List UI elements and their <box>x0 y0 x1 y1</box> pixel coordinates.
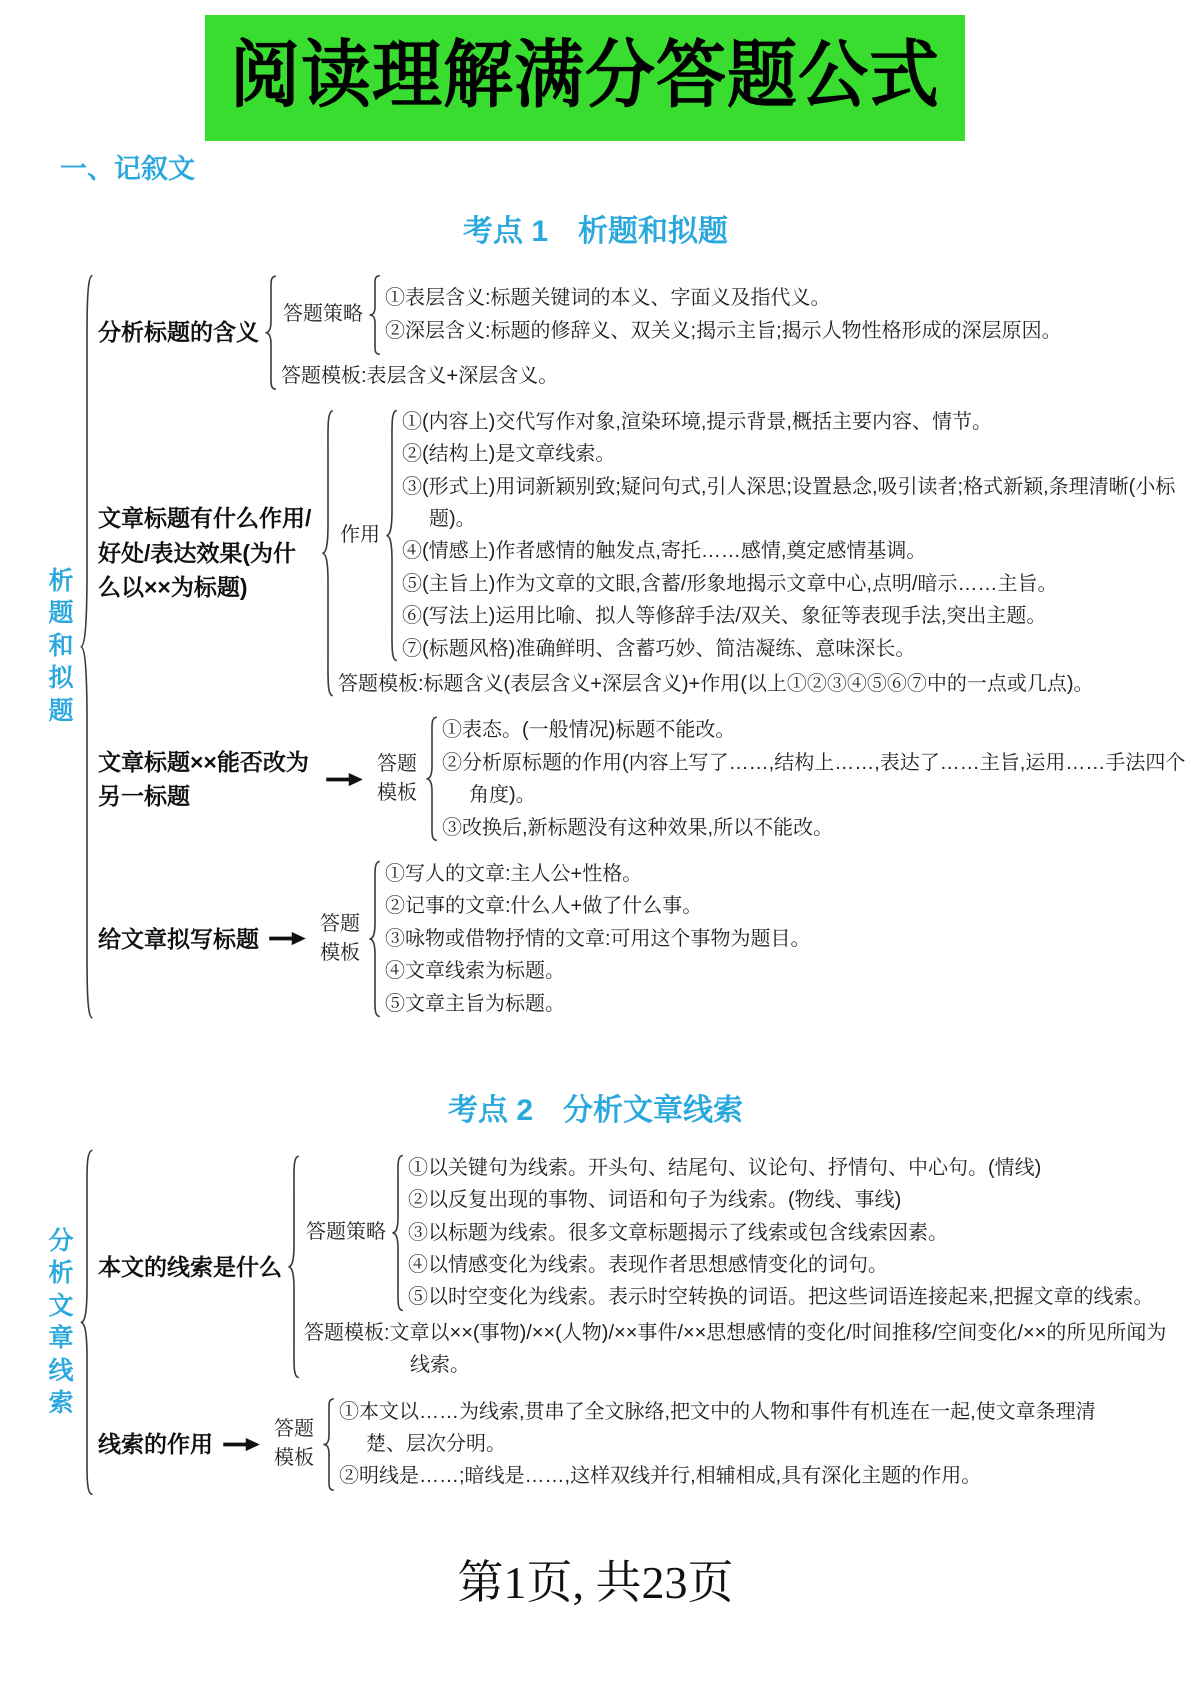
answer-template-label: 答题模板 <box>320 912 360 964</box>
brace-icon <box>367 275 383 355</box>
answer-item: ②明线是……;暗线是……,这样双线并行,相辅相成,具有深化主题的作用。 <box>339 1465 982 1488</box>
strategy-item: ①表层含义:标题关键词的本义、字面义及指代义。 <box>385 287 831 310</box>
page-title: 阅读理解满分答题公式 <box>230 34 940 116</box>
kaodian1-tree <box>46 266 1191 1027</box>
kaodian2-heading: 考点 2 分析文章线索 <box>447 1093 744 1127</box>
kaodian1-heading: 考点 1 析题和拟题 <box>462 214 729 248</box>
branch-title-function <box>98 406 1191 701</box>
brace-icon <box>424 716 440 842</box>
branch-label: 文章标题××能否改为另一标题 <box>98 748 309 810</box>
brace-icon <box>263 275 279 390</box>
role-item: ②(结构上)是文章线索。 <box>402 443 616 466</box>
brace-icon <box>390 1154 406 1312</box>
answer-item: ③改换后,新标题没有这种效果,所以不能改。 <box>442 816 834 839</box>
brace-icon <box>320 408 336 699</box>
role-item: ①(内容上)交代写作对象,渲染环境,提示背景,概括主要内容、情节。 <box>402 410 992 433</box>
strategy-item: ①以关键句为线索。开头句、结尾句、议论句、抒情句、中心句。(情线) <box>408 1156 1042 1179</box>
strategy-item: ⑤以时空变化为线索。表示时空转换的词语。把这些词语连接起来,把握文章的线索。 <box>408 1286 1154 1309</box>
arrow-right-icon <box>326 772 364 787</box>
branch-title-create <box>98 858 1191 1020</box>
branch-label: 分析标题的含义 <box>98 318 259 345</box>
answer-item: ②记事的文章:什么人+做了什么事。 <box>385 895 703 918</box>
page-number: 第1页, 共23页 <box>457 1556 734 1608</box>
answer-template: 答题模板:文章以××(事物)/××(人物)/××事件/××思想感情的变化/时间推移/空间变化/××的所见所闻为线索。 <box>304 1321 1167 1377</box>
kaodian1-side-label: 析题和拟题 <box>48 566 74 725</box>
branch-clue-function <box>98 1396 1174 1493</box>
title-banner <box>205 15 965 141</box>
role-item: ④(情感上)作者感情的触发点,寄托……感情,奠定感情基调。 <box>402 540 927 563</box>
kaodian2-tree <box>46 1145 1191 1500</box>
branch-label: 本文的线索是什么 <box>98 1253 282 1280</box>
strategy-item: ②深层含义:标题的修辞义、双关义;揭示主旨;揭示人物性格形成的深层原因。 <box>385 319 1062 342</box>
strategy-label: 答题策略 <box>306 1221 386 1244</box>
branch-label: 文章标题有什么作用/好处/表达效果(为什么以××为标题) <box>98 505 312 601</box>
section-label-jixuwen: 一、记叙文 <box>60 153 195 184</box>
answer-item: ⑤文章主旨为标题。 <box>385 992 565 1015</box>
answer-item: ①写人的文章:主人公+性格。 <box>385 862 643 885</box>
brace-icon <box>384 408 400 663</box>
role-item: ③(形式上)用词新颖别致;疑问句式,引人深思;设置悬念,吸引读者;格式新颖,条理清晰(小标题)。 <box>402 475 1176 531</box>
role-item: ⑥(写法上)运用比喻、拟人等修辞手法/双关、象征等表现手法,突出主题。 <box>402 605 1047 628</box>
brace-icon <box>321 1398 337 1491</box>
arrow-right-icon <box>269 931 307 946</box>
branch-what-clue <box>98 1152 1174 1382</box>
brace-icon <box>286 1154 302 1380</box>
role-item: ⑤(主旨上)作为文章的文眼,含蓄/形象地揭示文章中心,点明/暗示……主旨。 <box>402 572 1058 595</box>
answer-item: ③咏物或借物抒情的文章:可用这个事物为题目。 <box>385 927 811 950</box>
kaodian2-side-label: 分析文章线索 <box>48 1226 74 1418</box>
answer-item: ②分析原标题的作用(内容上写了……,结构上……,表达了……主旨,运用……手法四个角度)。 <box>442 751 1186 807</box>
role-item: ⑦(标题风格)准确鲜明、含蓄巧妙、简洁凝练、意味深长。 <box>402 637 916 660</box>
strategy-item: ②以反复出现的事物、词语和句子为线索。(物线、事线) <box>408 1189 902 1212</box>
answer-item: ①表态。(一般情况)标题不能改。 <box>442 719 736 742</box>
strategy-item: ④以情感变化为线索。表现作者思想感情变化的词句。 <box>408 1254 888 1277</box>
role-label: 作用 <box>340 523 380 546</box>
brace-icon <box>78 268 96 1025</box>
answer-item: ④文章线索为标题。 <box>385 960 565 983</box>
arrow-right-icon <box>223 1437 261 1452</box>
branch-title-meaning <box>98 273 1191 392</box>
branch-title-change <box>98 714 1191 844</box>
brace-icon <box>367 860 383 1018</box>
branch-label: 给文章拟写标题 <box>98 925 259 952</box>
branch-label: 线索的作用 <box>98 1430 213 1457</box>
answer-template-label: 答题模板 <box>274 1418 314 1470</box>
strategy-item: ③以标题为线索。很多文章标题揭示了线索或包含线索因素。 <box>408 1221 948 1244</box>
answer-template: 答题模板:标题含义(表层含义+深层含义)+作用(以上①②③④⑤⑥⑦中的一点或几点)。 <box>338 673 1094 696</box>
brace-icon <box>78 1147 96 1498</box>
strategy-label: 答题策略 <box>283 303 363 325</box>
answer-template: 答题模板:表层含义+深层含义。 <box>281 364 559 387</box>
answer-template-label: 答题模板 <box>377 753 417 805</box>
answer-item: ①本文以……为线索,贯串了全文脉络,把文中的人物和事件有机连在一起,使文章条理清楚、层次分明。 <box>339 1400 1096 1456</box>
